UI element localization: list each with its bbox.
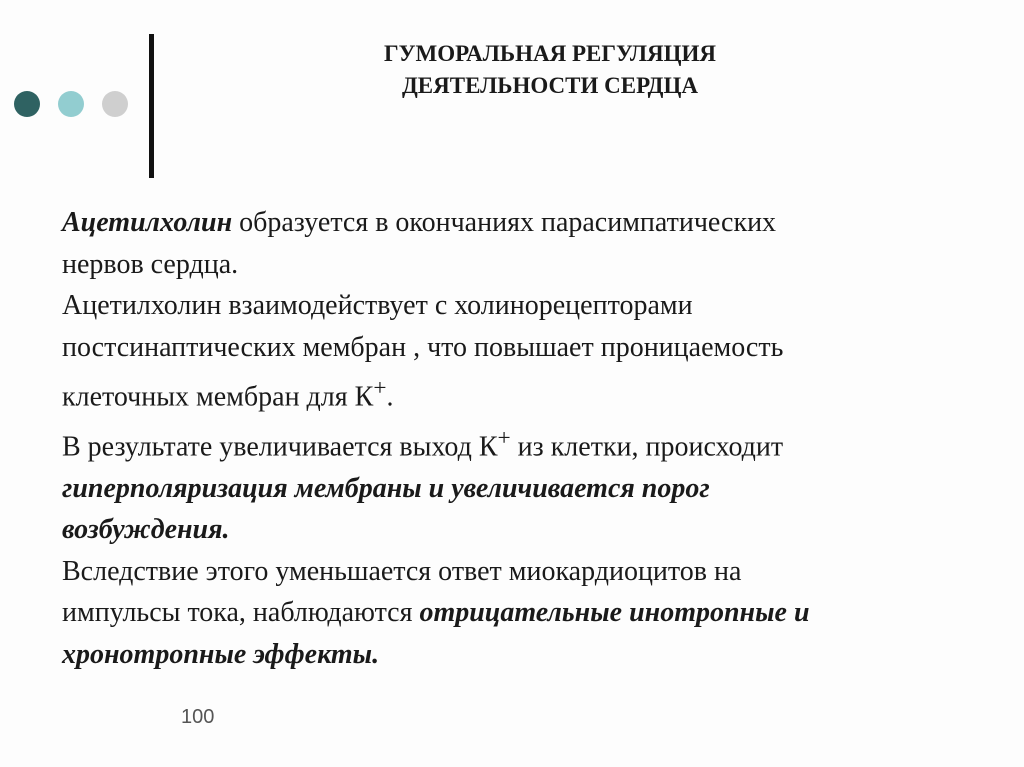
superscript-plus: + bbox=[497, 424, 511, 451]
body-line bbox=[62, 202, 1002, 244]
body-line: Ацетилхолин взаимодействует с холинорецепторами bbox=[62, 290, 693, 321]
body-fragment: клеточных мембран для К bbox=[62, 381, 374, 413]
title-line-2: ДЕЯТЕЛЬНОСТИ СЕРДЦА bbox=[401, 73, 698, 98]
body-line bbox=[62, 592, 1002, 634]
body-fragment: В результате увеличивается выход К bbox=[62, 431, 498, 463]
title-line-1: ГУМОРАЛЬНАЯ РЕГУЛЯЦИЯ bbox=[383, 41, 717, 66]
body-line: нервов сердца. bbox=[62, 248, 239, 280]
superscript-plus: + bbox=[373, 375, 387, 401]
body-line: постсинаптических мембран , что повышает проницаемость bbox=[62, 331, 784, 363]
term-acetylcholine: Ацетилхолин bbox=[62, 207, 233, 238]
vertical-divider bbox=[149, 34, 154, 178]
body-fragment: образуется в окончаниях парасимпатических bbox=[232, 207, 777, 238]
body-line bbox=[62, 418, 1002, 468]
body-line-emphasis: возбуждения. bbox=[62, 514, 230, 546]
slide-title bbox=[300, 38, 800, 102]
body-fragment: импульсы тока, наблюдаются bbox=[62, 597, 420, 629]
body-line: Вследствие этого уменьшается ответ миокардиоцитов на bbox=[62, 555, 742, 587]
body-fragment: из клетки, происходит bbox=[510, 431, 784, 463]
body-fragment-emphasis: отрицательные инотропные и bbox=[419, 597, 810, 629]
decorative-dot-dark bbox=[14, 91, 40, 117]
body-line bbox=[62, 368, 1002, 418]
decorative-dot-gray bbox=[102, 91, 128, 117]
body-line-emphasis: гиперполяризация мембраны и увеличивается порог bbox=[62, 472, 710, 504]
body-text bbox=[62, 202, 1002, 675]
body-line-emphasis: хронотропные эффекты. bbox=[62, 638, 380, 670]
page-number: 100 bbox=[181, 706, 215, 728]
decorative-dot-light bbox=[58, 91, 84, 117]
body-fragment: . bbox=[386, 381, 394, 413]
